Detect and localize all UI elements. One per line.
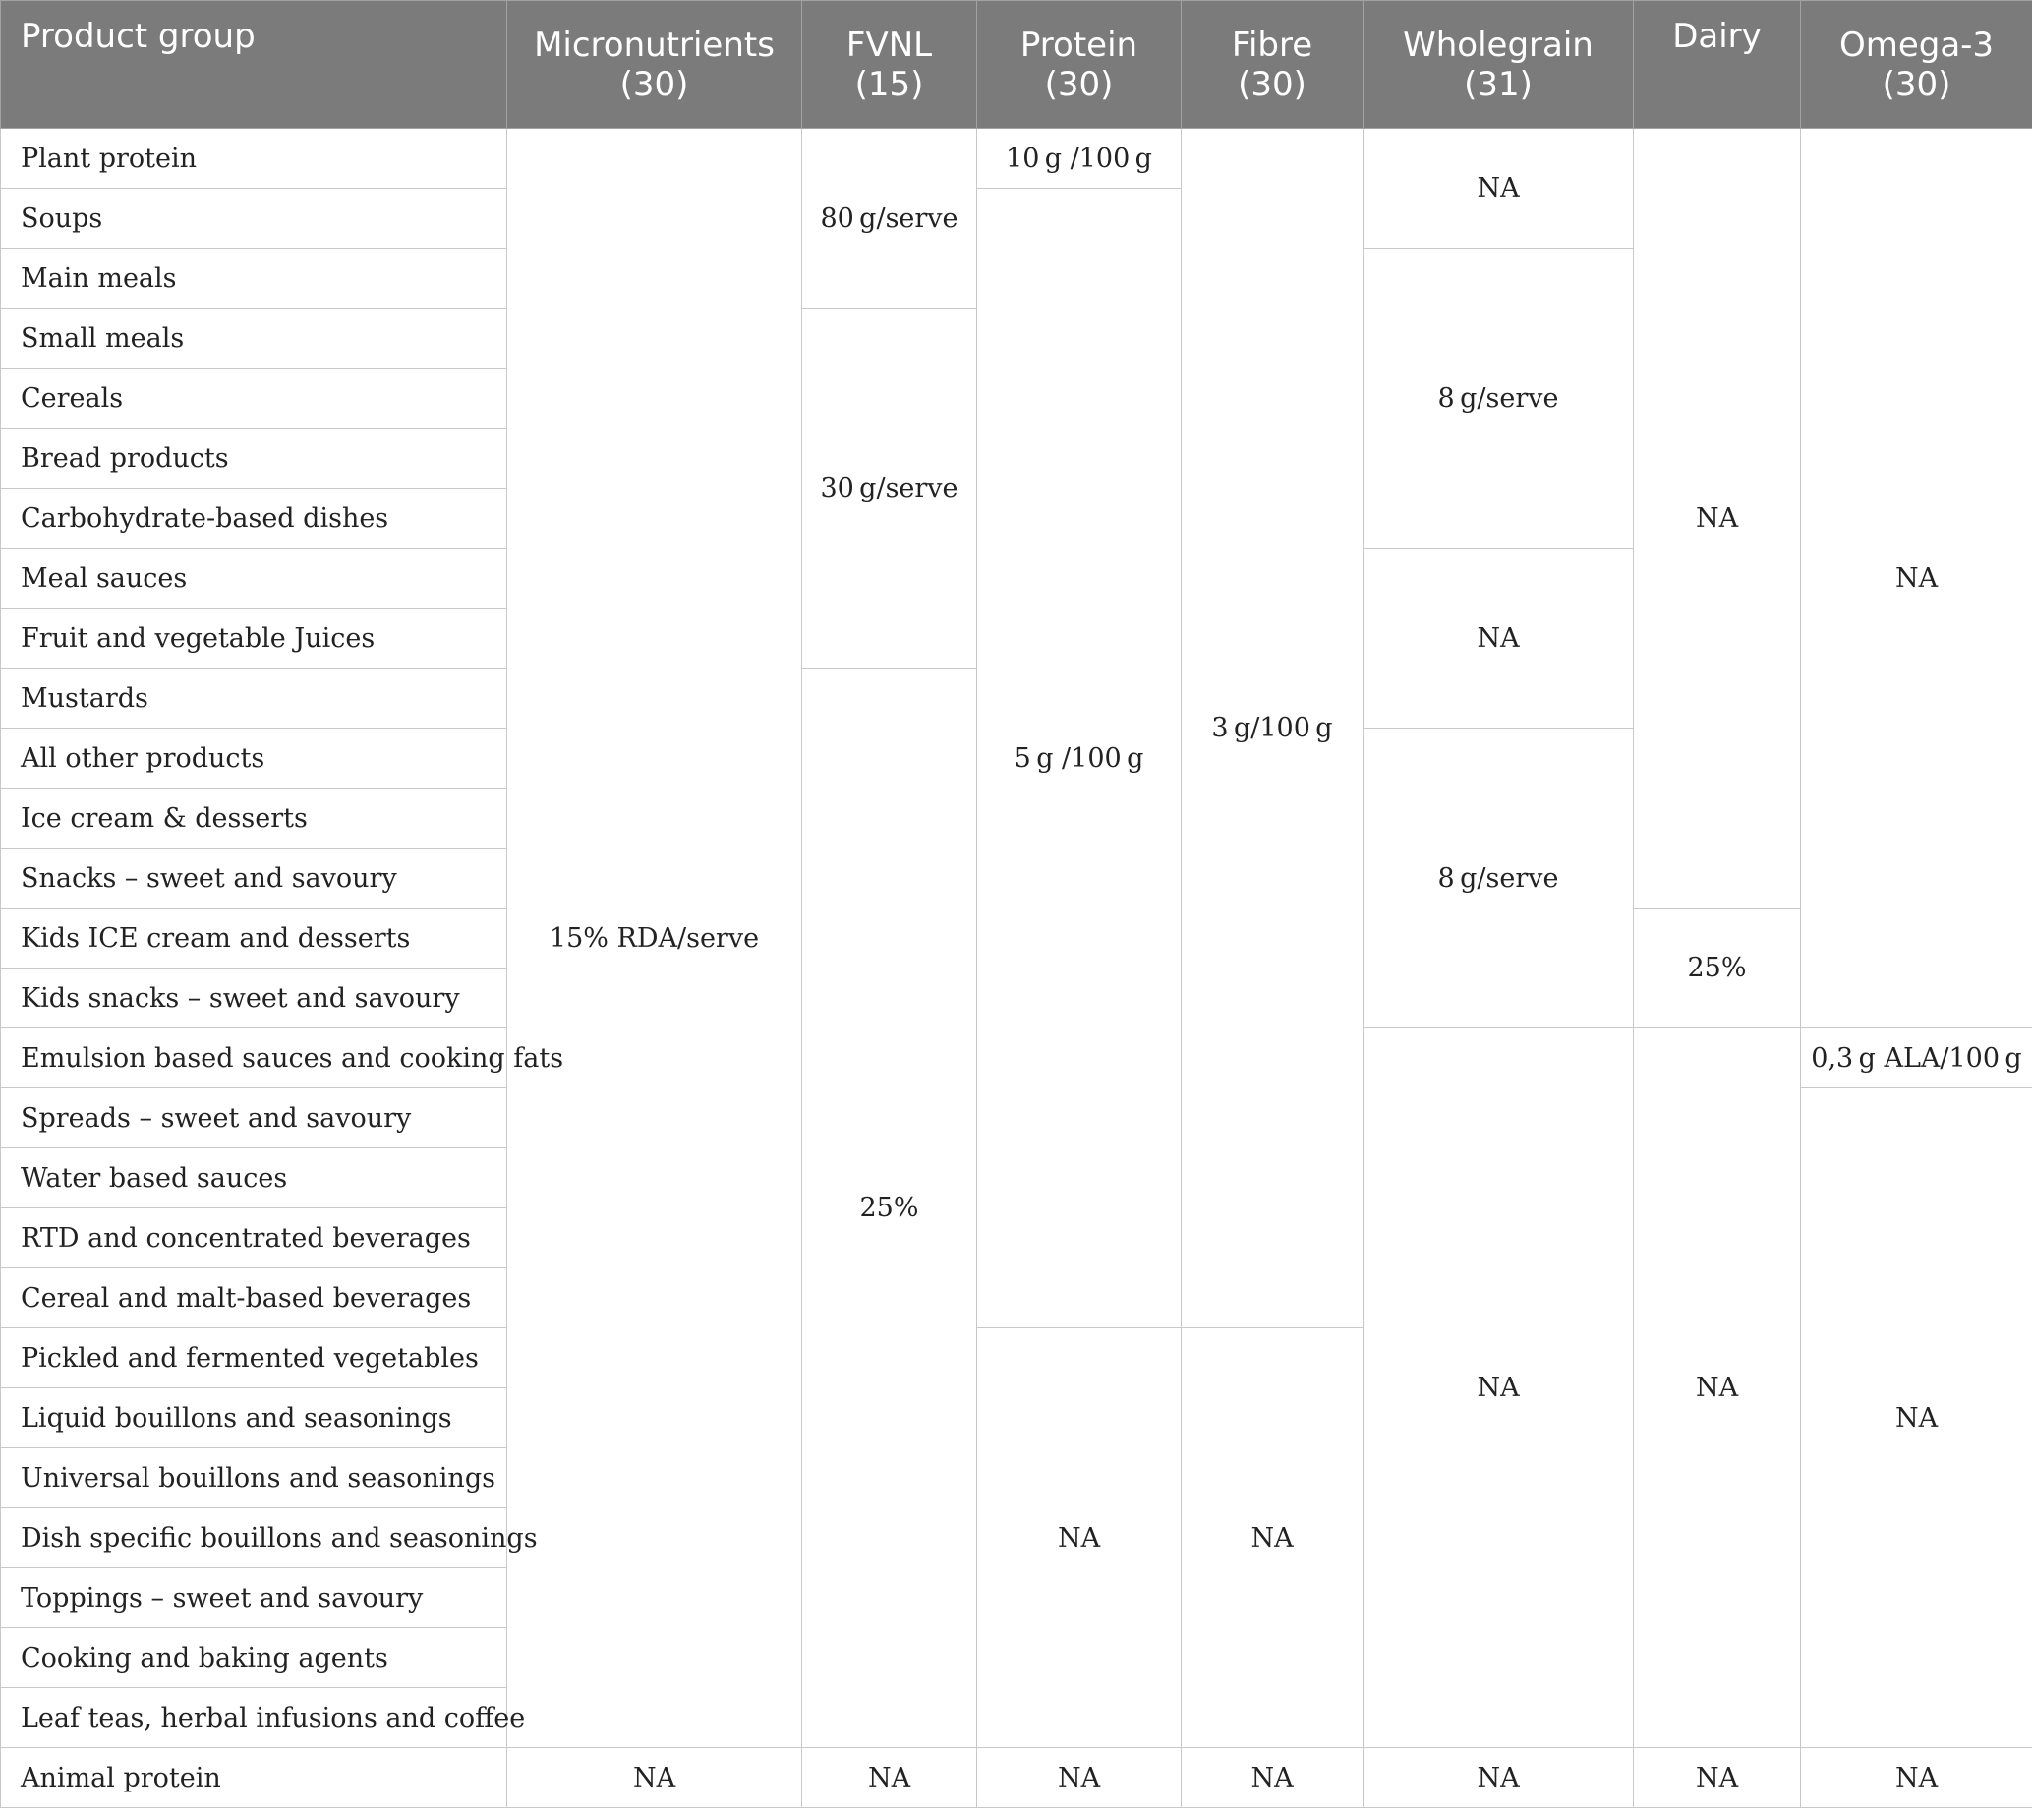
row-label: All other products (1, 729, 507, 789)
cell-fibre-3g: 3 g/100 g (1182, 129, 1364, 1328)
row-label: Cooking and baking agents (1, 1628, 507, 1688)
cell-animal-fibre: NA (1182, 1748, 1364, 1808)
row-label: Kids snacks – sweet and savoury (1, 969, 507, 1028)
cell-fibre-na: NA (1182, 1328, 1364, 1748)
cell-animal-protein: NA (977, 1748, 1182, 1808)
cell-micronutrients: 15% RDA/serve (507, 129, 802, 1748)
row-label: Fruit and vegetable Juices (1, 609, 507, 669)
row-label: Toppings – sweet and savoury (1, 1568, 507, 1628)
row-label: Soups (1, 189, 507, 249)
cell-wholegrain-na: NA (1364, 549, 1634, 729)
cell-fvnl-80g: 80 g/serve (802, 129, 977, 309)
row-label: Spreads – sweet and savoury (1, 1088, 507, 1148)
cell-animal-fvnl: NA (802, 1748, 977, 1808)
row-label: Bread products (1, 429, 507, 489)
table-row (1, 129, 2032, 189)
row-label: Liquid bouillons and seasonings (1, 1388, 507, 1448)
header-micronutrients: Micronutrients (30) (507, 1, 802, 129)
cell-fvnl-25pct: 25% (802, 669, 977, 1748)
row-label: Cereals (1, 369, 507, 429)
cell-animal-omega-3: NA (1801, 1748, 2032, 1808)
row-label: Snacks – sweet and savoury (1, 849, 507, 909)
header-fibre: Fibre (30) (1182, 1, 1364, 129)
cell-wholegrain-na: NA (1364, 1028, 1634, 1748)
cell-protein-10g: 10 g /100 g (977, 129, 1182, 189)
row-label: Emulsion based sauces and cooking fats (1, 1028, 507, 1088)
cell-omega-3-na: NA (1801, 1088, 2032, 1748)
row-label: Mustards (1, 669, 507, 729)
header-fvnl: FVNL (15) (802, 1, 977, 129)
row-label: Carbohydrate-based dishes (1, 489, 507, 549)
header-dairy: Dairy (1634, 1, 1801, 129)
cell-omega-3-na: NA (1801, 129, 2032, 1028)
table-row-animal-protein (1, 1748, 2032, 1808)
cell-omega-3-ala: 0,3 g ALA/100 g (1801, 1028, 2032, 1088)
header-wholegrain: Wholegrain (31) (1364, 1, 1634, 129)
header-row (1, 1, 2032, 129)
row-label: Plant protein (1, 129, 507, 189)
cell-wholegrain-8g: 8 g/serve (1364, 729, 1634, 1028)
row-label: Main meals (1, 249, 507, 309)
row-label: Cereal and malt-based beverages (1, 1268, 507, 1328)
row-label: Small meals (1, 309, 507, 369)
row-label: Leaf teas, herbal infusions and coffee (1, 1688, 507, 1748)
row-label: Dish specific bouillons and seasonings (1, 1508, 507, 1568)
row-label: Animal protein (1, 1748, 507, 1808)
cell-protein-5g: 5 g /100 g (977, 189, 1182, 1328)
cell-animal-wholegrain: NA (1364, 1748, 1634, 1808)
cell-animal-micronutrients: NA (507, 1748, 802, 1808)
cell-wholegrain-na: NA (1364, 129, 1634, 249)
header-protein: Protein (30) (977, 1, 1182, 129)
cell-dairy-na: NA (1634, 1028, 1801, 1748)
header-product-group: Product group (1, 1, 507, 129)
row-label: Pickled and fermented vegetables (1, 1328, 507, 1388)
cell-animal-dairy: NA (1634, 1748, 1801, 1808)
row-label: RTD and concentrated beverages (1, 1208, 507, 1268)
cell-protein-na: NA (977, 1328, 1182, 1748)
header-omega-3: Omega-3 (30) (1801, 1, 2032, 129)
cell-fvnl-30g: 30 g/serve (802, 309, 977, 669)
row-label: Universal bouillons and seasonings (1, 1448, 507, 1508)
row-label: Kids ICE cream and desserts (1, 909, 507, 969)
row-label: Meal sauces (1, 549, 507, 609)
row-label: Water based sauces (1, 1148, 507, 1208)
cell-dairy-na: NA (1634, 129, 1801, 909)
cell-dairy-25pct: 25% (1634, 909, 1801, 1028)
cell-wholegrain-8g: 8 g/serve (1364, 249, 1634, 549)
row-label: Ice cream & desserts (1, 789, 507, 849)
